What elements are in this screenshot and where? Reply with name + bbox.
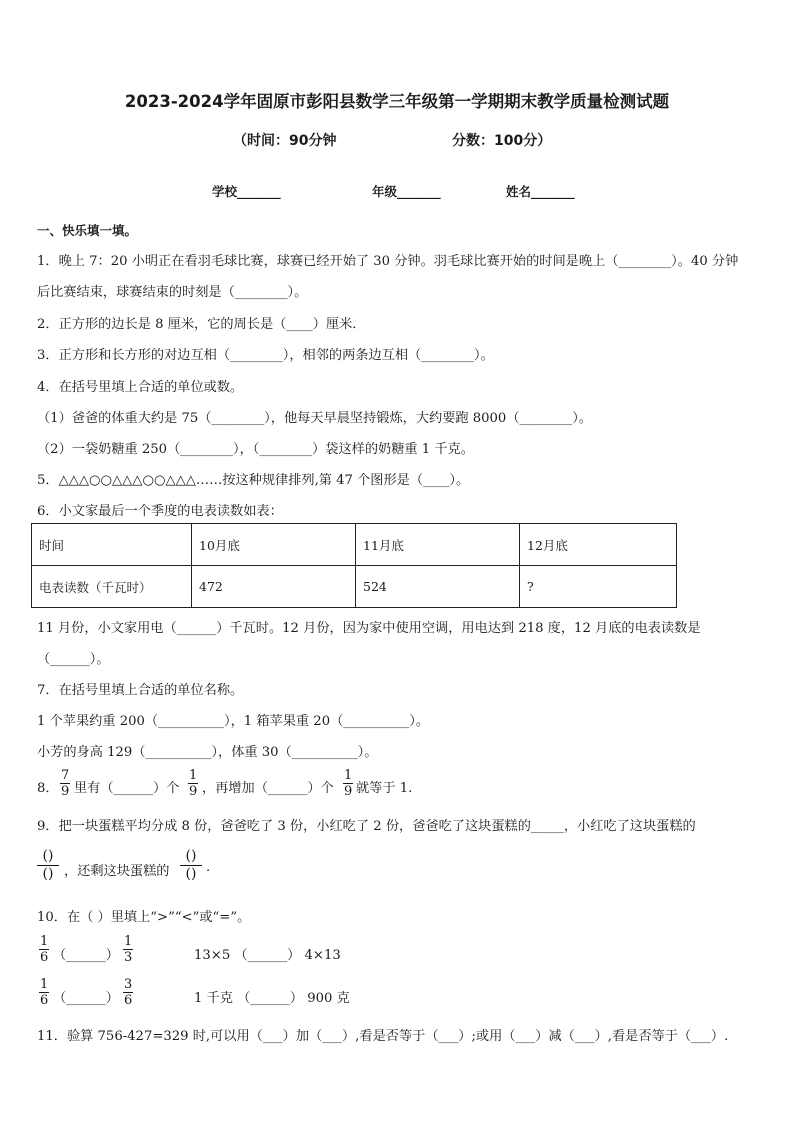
denominator: 9 xyxy=(344,784,353,799)
numerator: 1 xyxy=(124,934,133,949)
comparison-right-1: 13×5 （______） 4×13 xyxy=(194,948,341,963)
numerator: 3 xyxy=(124,977,133,992)
question-3: 3．正方形和长方形的对边互相（________），相邻的两条边互相（________）。 xyxy=(37,348,494,363)
table-cell: 524 xyxy=(356,566,520,608)
fraction xyxy=(60,768,70,799)
numerator: 1 xyxy=(189,768,198,783)
question-9-text-1: ，还剩这块蛋糕的 xyxy=(64,864,170,879)
comparison-blank: （______） xyxy=(53,948,119,963)
question-1-line-1: 1．晚上 7：20 小明正在看羽毛球比赛，球赛已经开始了 30 分钟。羽毛球比赛开始的时间是晚上（________）。40 分钟 xyxy=(37,254,739,269)
grade-field: 年级_______ xyxy=(372,184,441,199)
table-cell: 11月底 xyxy=(356,524,520,566)
question-11: 11．验算 756-427=329 时,可以用（___）加（___）,看是否等于（___）;或用（___）减（___）,看是否等于（___）. xyxy=(37,1029,729,1044)
question-4-line-1: 4．在括号里填上合适的单位或数。 xyxy=(37,380,244,395)
question-6-line-1: 6．小文家最后一个季度的电表读数如表： xyxy=(37,504,283,519)
school-field: 学校_______ xyxy=(212,184,281,199)
table-row xyxy=(32,566,677,608)
table-cell: 电表读数（千瓦时） xyxy=(32,566,192,608)
question-6-line-2: 11 月份，小文家用电（______）千瓦时。12 月份，因为家中使用空调，用电达到 218 度，12 月底的电表读数是 xyxy=(37,621,701,636)
question-7-line-1: 7．在括号里填上合适的单位名称。 xyxy=(37,683,244,698)
numerator: 1 xyxy=(40,934,49,949)
fraction xyxy=(37,848,59,883)
question-1-line-2: 后比赛结束，球赛结束的时刻是（________）。 xyxy=(37,285,308,300)
name-field: 姓名_______ xyxy=(506,184,575,199)
table-cell: 472 xyxy=(192,566,356,608)
fraction xyxy=(180,848,202,883)
question-2: 2．正方形的边长是 8 厘米，它的周长是（____）厘米． xyxy=(37,317,366,332)
question-8-text-1: 里有（______）个 xyxy=(74,781,180,796)
question-8-number: 8． xyxy=(37,781,59,796)
fraction xyxy=(123,934,133,965)
question-8-text-3: 就等于 1. xyxy=(356,781,413,796)
fraction xyxy=(188,768,198,799)
comparison-blank: （______） xyxy=(53,991,119,1006)
meter-reading-table xyxy=(31,523,677,608)
question-9-text-2: . xyxy=(206,860,211,875)
question-4-line-2: （1）爸爸的体重大约是 75（________），他每天早晨坚持锻炼，大约要跑 8000（________）。 xyxy=(37,411,593,426)
denominator: 9 xyxy=(61,784,70,799)
table-row xyxy=(32,524,677,566)
section-heading: 一、快乐填一填。 xyxy=(37,223,138,238)
question-4-line-3: （2）一袋奶糖重 250（________），（________）袋这样的奶糖重 1 千克。 xyxy=(37,442,474,457)
question-9-line-1: 9．把一块蛋糕平均分成 8 份，爸爸吃了 3 份，小红吃了 2 份，爸爸吃了这块蛋糕的_____，小红吃了这块蛋糕的 xyxy=(37,819,696,834)
question-6-line-3: （______）。 xyxy=(37,652,110,667)
table-cell: 10月底 xyxy=(192,524,356,566)
table-cell: 时间 xyxy=(32,524,192,566)
numerator: () xyxy=(42,848,54,864)
question-5: 5．△△△○○△△△○○△△△……按这种规律排列,第 47 个图形是（____）。 xyxy=(37,473,470,488)
fraction xyxy=(39,934,49,965)
denominator: 9 xyxy=(189,784,198,799)
numerator: () xyxy=(185,848,197,864)
denominator: 6 xyxy=(124,993,133,1008)
fraction xyxy=(343,768,353,799)
fraction xyxy=(123,977,133,1008)
time-label: （时间：90分钟 xyxy=(233,133,337,149)
denominator: 3 xyxy=(124,950,133,965)
table-cell: ? xyxy=(520,566,677,608)
numerator: 1 xyxy=(40,977,49,992)
question-10-line-1: 10．在（ ）里填上“>”“<”或“=”。 xyxy=(37,910,251,925)
comparison-right-2: 1 千克 （______） 900 克 xyxy=(194,991,350,1006)
denominator: 6 xyxy=(40,993,49,1008)
denominator: 6 xyxy=(40,950,49,965)
fraction xyxy=(39,977,49,1008)
table-cell: 12月底 xyxy=(520,524,677,566)
denominator: () xyxy=(185,866,197,882)
question-8-text-2: ，再增加（______）个 xyxy=(202,781,334,796)
question-7-line-3: 小芳的身高 129（__________），体重 30（__________）。 xyxy=(37,745,378,760)
numerator: 1 xyxy=(344,768,353,783)
numerator: 7 xyxy=(61,768,70,783)
score-label: 分数：100分） xyxy=(452,133,552,149)
page-title: 2023-2024学年固原市彭阳县数学三年级第一学期期末教学质量检测试题 xyxy=(124,92,670,111)
denominator: () xyxy=(42,866,54,882)
question-7-line-2: 1 个苹果约重 200（__________），1 箱苹果重 20（__________）。 xyxy=(37,714,429,729)
